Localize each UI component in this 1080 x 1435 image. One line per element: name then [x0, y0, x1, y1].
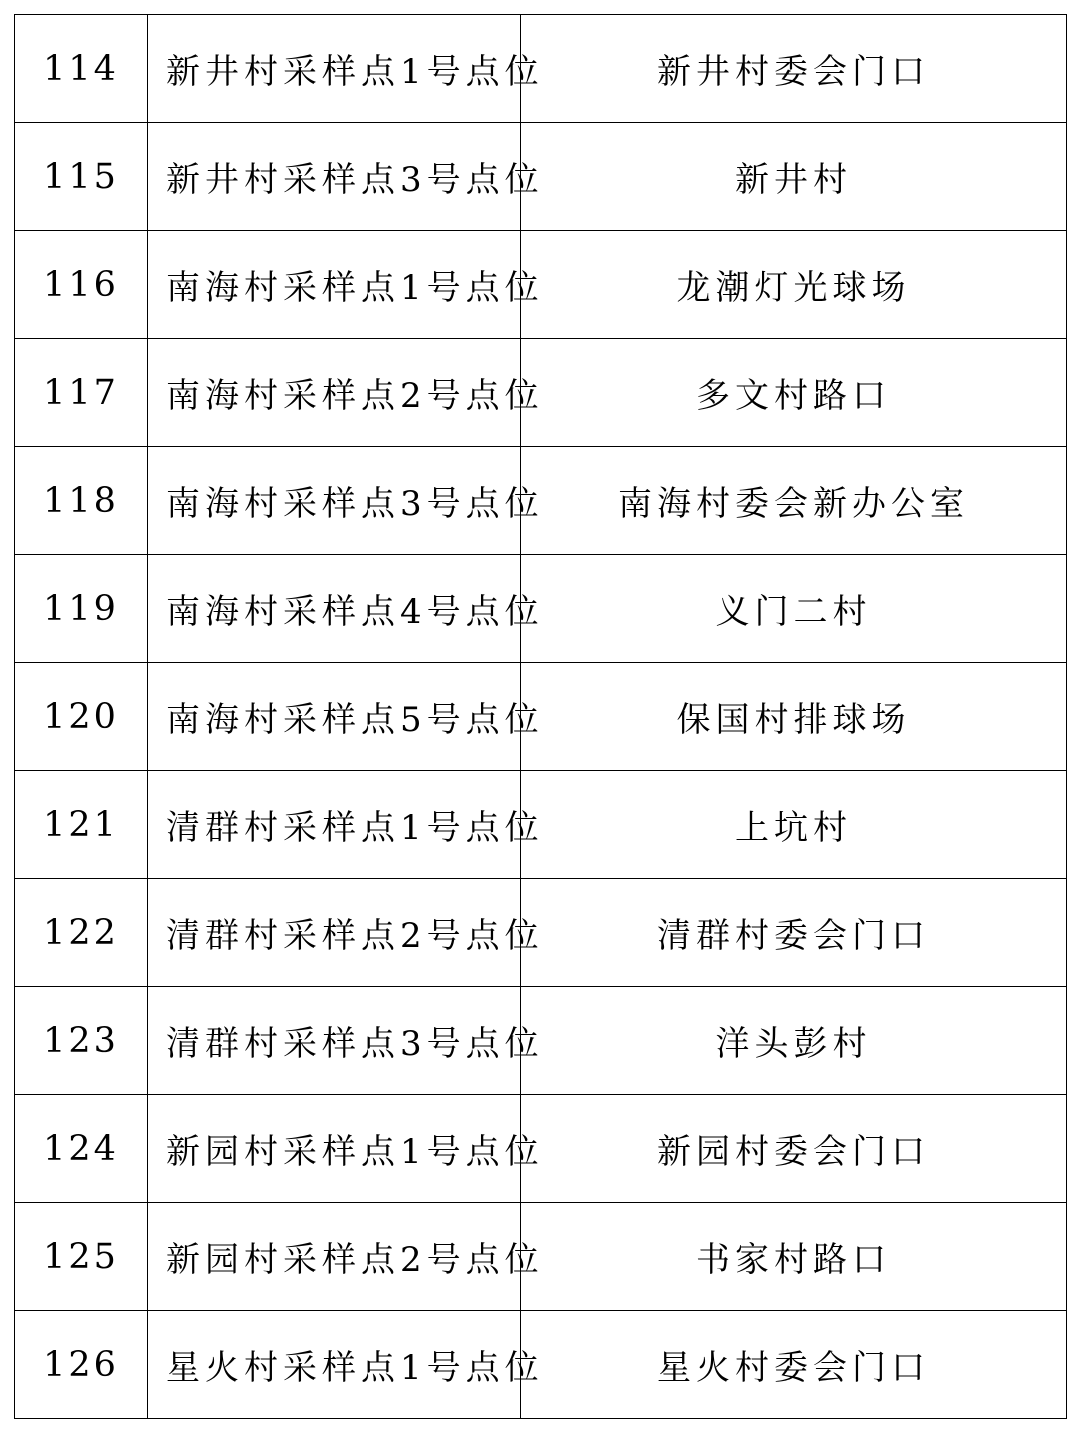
- row-number: 115: [15, 123, 148, 231]
- sampling-site-name: 南海村采样点5号点位: [148, 663, 521, 771]
- sampling-site-name: 清群村采样点3号点位: [148, 987, 521, 1095]
- sampling-site-name: 南海村采样点3号点位: [148, 447, 521, 555]
- sampling-site-name: 新井村采样点3号点位: [148, 123, 521, 231]
- table-row: [15, 123, 1067, 231]
- sampling-site-location: 新井村委会门口: [521, 15, 1067, 123]
- sampling-site-location: 上坑村: [521, 771, 1067, 879]
- table-row: [15, 231, 1067, 339]
- sampling-site-name: 星火村采样点1号点位: [148, 1311, 521, 1419]
- sampling-site-location: 清群村委会门口: [521, 879, 1067, 987]
- sampling-sites-table: [14, 14, 1067, 1419]
- sampling-site-name: 南海村采样点1号点位: [148, 231, 521, 339]
- table-row: [15, 879, 1067, 987]
- row-number: 126: [15, 1311, 148, 1419]
- sampling-site-location: 星火村委会门口: [521, 1311, 1067, 1419]
- table-row: [15, 1203, 1067, 1311]
- table-row: [15, 555, 1067, 663]
- sampling-site-location: 龙潮灯光球场: [521, 231, 1067, 339]
- row-number: 118: [15, 447, 148, 555]
- sampling-site-location: 多文村路口: [521, 339, 1067, 447]
- row-number: 120: [15, 663, 148, 771]
- sampling-site-location: 义门二村: [521, 555, 1067, 663]
- sampling-site-name: 新园村采样点2号点位: [148, 1203, 521, 1311]
- row-number: 114: [15, 15, 148, 123]
- sampling-site-location: 洋头彭村: [521, 987, 1067, 1095]
- sampling-site-location: 书家村路口: [521, 1203, 1067, 1311]
- row-number: 116: [15, 231, 148, 339]
- table-row: [15, 447, 1067, 555]
- sampling-site-name: 新园村采样点1号点位: [148, 1095, 521, 1203]
- table-row: [15, 1311, 1067, 1419]
- sampling-site-location: 南海村委会新办公室: [521, 447, 1067, 555]
- sampling-site-location: 新井村: [521, 123, 1067, 231]
- sampling-site-name: 新井村采样点1号点位: [148, 15, 521, 123]
- table-row: [15, 339, 1067, 447]
- sampling-site-location: 保国村排球场: [521, 663, 1067, 771]
- row-number: 123: [15, 987, 148, 1095]
- row-number: 125: [15, 1203, 148, 1311]
- row-number: 117: [15, 339, 148, 447]
- row-number: 124: [15, 1095, 148, 1203]
- sampling-site-name: 南海村采样点2号点位: [148, 339, 521, 447]
- sampling-site-location: 新园村委会门口: [521, 1095, 1067, 1203]
- row-number: 121: [15, 771, 148, 879]
- sampling-site-name: 清群村采样点1号点位: [148, 771, 521, 879]
- table-row: [15, 663, 1067, 771]
- table-row: [15, 771, 1067, 879]
- table-row: [15, 987, 1067, 1095]
- table-row: [15, 15, 1067, 123]
- table-row: [15, 1095, 1067, 1203]
- row-number: 119: [15, 555, 148, 663]
- sampling-site-name: 清群村采样点2号点位: [148, 879, 521, 987]
- sampling-site-name: 南海村采样点4号点位: [148, 555, 521, 663]
- row-number: 122: [15, 879, 148, 987]
- sampling-sites-table-container: [14, 14, 1066, 1419]
